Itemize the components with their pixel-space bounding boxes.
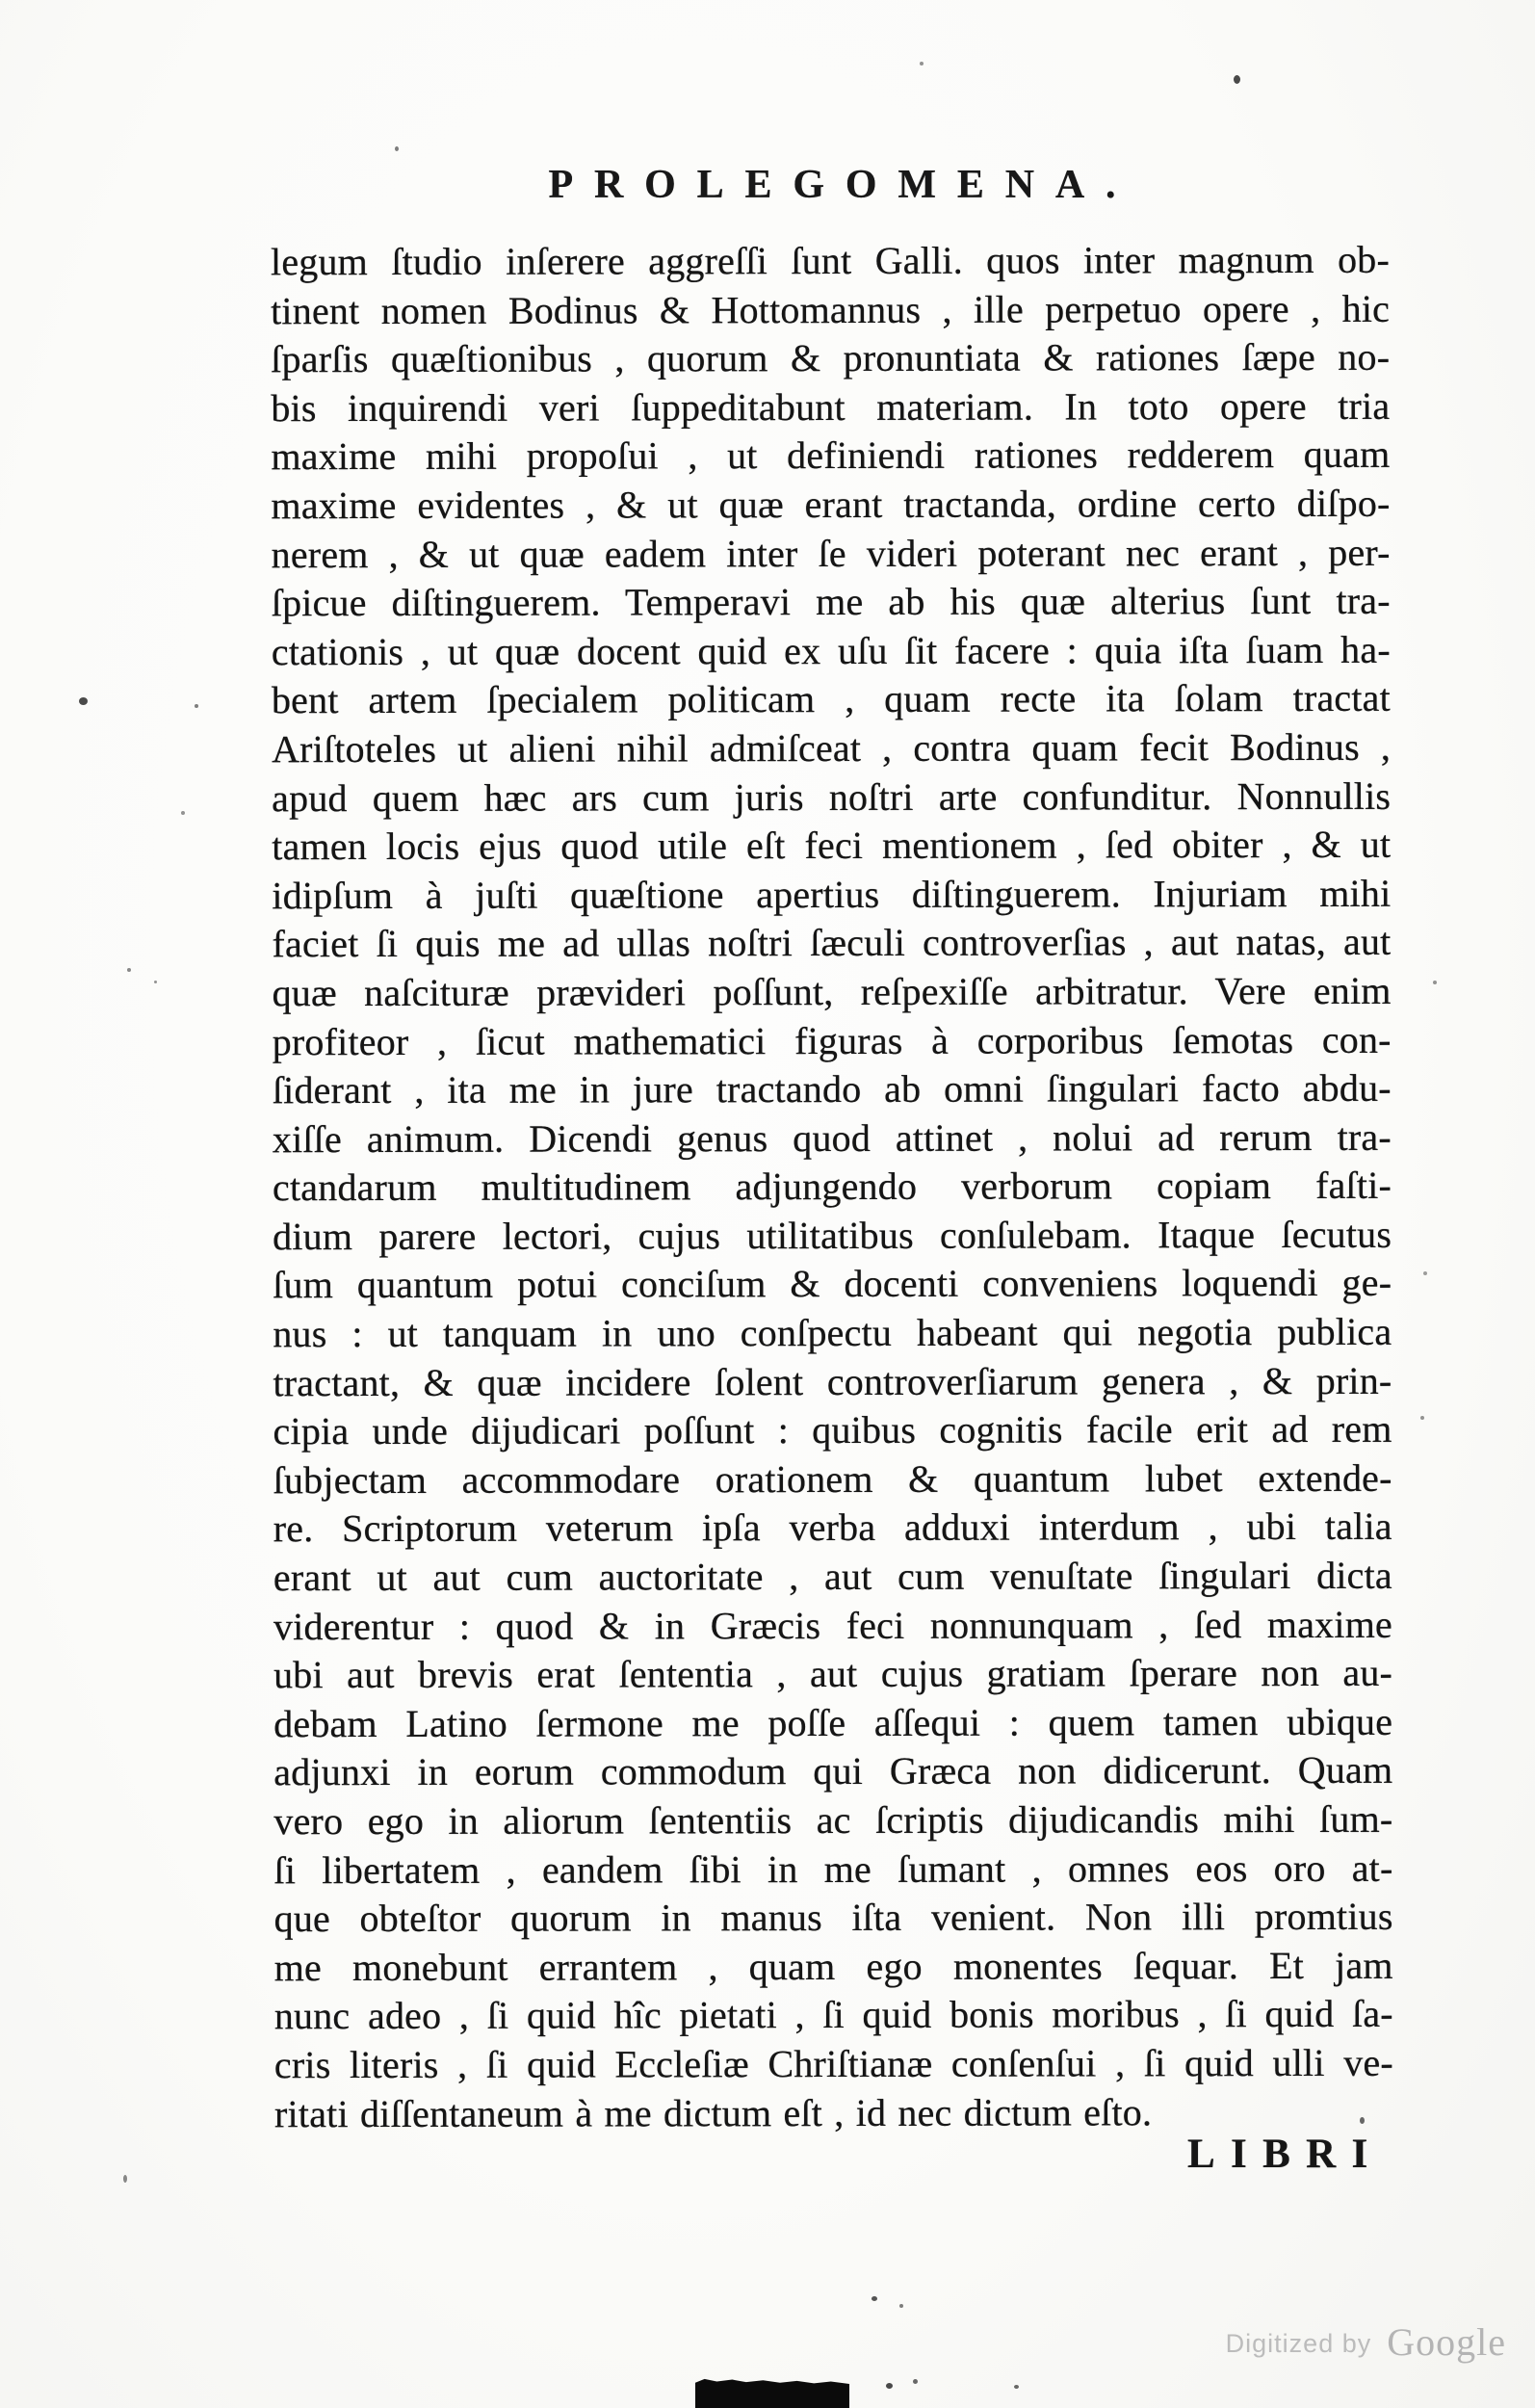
ink-speck <box>899 2304 903 2308</box>
text-line: debam Latino ſermone me poſſe aſſequi : quem tamen ubique <box>273 1699 1393 1746</box>
ink-speck <box>1420 1416 1424 1420</box>
watermark-prefix-text: Digitized by <box>1225 2329 1372 2358</box>
text-line: apud quem hæc ars cum juris noſtri arte confunditur. Nonnullis <box>272 773 1392 820</box>
body-text-block <box>271 236 1393 2139</box>
ink-speck <box>181 811 185 815</box>
text-line: legum ſtudio inſerere aggreſſi ſunt Galli. quos inter magnum ob- <box>270 237 1391 284</box>
ink-speck <box>154 981 157 983</box>
page-title: PROLEGOMENA. <box>548 163 1137 207</box>
text-line: dium parere lectori, cujus utilitatibus conſulebam. Itaque ſecutus <box>273 1212 1392 1259</box>
ink-speck <box>886 2383 893 2389</box>
text-line: nerem , & ut quæ eadem inter ſe videri poterant nec erant , per- <box>271 530 1391 576</box>
text-line: que obteſtor quorum in manus iſta venient. Non illi promtius <box>273 1894 1393 1941</box>
text-line: maxime evidentes , & ut quæ erant tractanda, ordine certo diſpo- <box>271 481 1391 528</box>
text-line: ſi libertatem , eandem ſibi in me ſumant , omnes eos oro at- <box>273 1845 1393 1892</box>
ink-speck <box>1423 1271 1427 1275</box>
text-line: nunc adeo , ſi quid hîc pietati , ſi quid bonis moribus , ſi quid ſa- <box>273 1992 1393 2038</box>
ink-speck <box>79 697 88 705</box>
ink-speck <box>920 62 924 65</box>
text-line: ſiderant , ita me in jure tractando ab omni ſingulari facto abdu- <box>272 1065 1392 1112</box>
text-line: vero ego in aliorum ſententiis ac ſcriptis dijudicandis mihi ſum- <box>273 1796 1393 1844</box>
scan-artifact-blob <box>695 2377 849 2408</box>
ink-speck <box>1234 75 1240 84</box>
text-line: tinent nomen Bodinus & Hottomannus , ille perpetuo opere , hic <box>271 286 1391 332</box>
digitized-by-google-watermark <box>1226 2319 1506 2365</box>
ink-speck <box>123 2175 127 2183</box>
text-line: ſubjectam accommodare orationem & quantum lubet extende- <box>273 1455 1392 1503</box>
text-line: adjunxi in eorum commodum qui Græca non didicerunt. Quam <box>273 1748 1393 1794</box>
text-line: ctandarum multitudinem adjungendo verborum copiam faſti- <box>272 1164 1392 1210</box>
text-line: idipſum à juſti quæſtione apertius diſtinguerem. Injuriam mihi <box>272 871 1392 917</box>
text-line: erant ut aut cum auctoritate , aut cum venuſtate ſingulari dicta <box>273 1553 1392 1600</box>
text-line: Ariſtoteles ut alieni nihil admiſceat , contra quam fecit Bodinus , <box>271 724 1392 772</box>
text-line: bis inquirendi veri ſuppeditabunt materiam. In toto opere tria <box>271 383 1391 430</box>
ink-speck <box>913 2379 918 2384</box>
text-line: viderentur : quod & in Græcis feci nonnunquam , ſed maxime <box>273 1602 1392 1648</box>
text-line: tractant, & quæ incidere ſolent controverſiarum genera , & prin- <box>273 1358 1392 1404</box>
text-line: ubi aut brevis erat ſententia , aut cujus gratiam ſperare non au- <box>273 1651 1393 1697</box>
text-line: faciet ſi quis me ad ullas noſtri ſæculi controverſias , aut natas, aut <box>272 920 1392 966</box>
text-line: nus : ut tanquam in uno conſpectu habeant qui negotia publica <box>273 1309 1392 1356</box>
ink-speck <box>1014 2385 1019 2389</box>
ink-speck <box>127 968 131 972</box>
text-line: cris literis , ſi quid Eccleſiæ Chriſtianæ conſenſui , ſi quid ulli ve- <box>273 2040 1393 2087</box>
catchword: LIBRI <box>1187 2132 1384 2177</box>
ink-speck <box>872 2296 877 2301</box>
text-line: xiſſe animum. Dicendi genus quod attinet , nolui ad rerum tra- <box>272 1114 1392 1161</box>
google-logo-text: Google <box>1387 2320 1506 2364</box>
text-line: cipia unde dijudicari poſſunt : quibus cognitis facile erit ad rem <box>273 1407 1392 1453</box>
text-line: ſum quantum potui conciſum & docenti conveniens loquendi ge- <box>273 1261 1392 1307</box>
text-line: tamen locis ejus quod utile eſt feci mentionem , ſed obiter , & ut <box>272 822 1392 869</box>
ink-speck <box>195 704 198 708</box>
text-line: ctationis , ut quæ docent quid ex uſu ſit facere : quia iſta ſuam ha- <box>271 627 1391 673</box>
ink-speck <box>1433 981 1437 984</box>
text-line: ſparſis quæſtionibus , quorum & pronuntiata & rationes ſæpe no- <box>271 334 1391 381</box>
text-line: ſpicue diſtinguerem. Temperavi me ab his quæ alterius ſunt tra- <box>271 578 1391 625</box>
text-line: ritati diſſentaneum à me dictum eſt , id nec dictum eſto. <box>273 2089 1153 2135</box>
ink-speck <box>395 146 399 151</box>
ink-speck <box>1360 2117 1365 2124</box>
text-line: me monebunt errantem , quam ego monentes ſequar. Et jam <box>273 1943 1393 1989</box>
text-line: bent artem ſpecialem politicam , quam recte ita ſolam tractat <box>271 676 1391 722</box>
text-line: quæ naſcituræ prævideri poſſunt, reſpexiſſe arbitratur. Vere enim <box>272 968 1392 1015</box>
text-line: profiteor , ſicut mathematici figuras à corporibus ſemotas con- <box>272 1017 1392 1063</box>
text-line: maxime mihi propoſui , ut definiendi rationes redderem quam <box>271 432 1391 479</box>
text-line: re. Scriptorum veterum ipſa verba adduxi interdum , ubi talia <box>273 1505 1392 1551</box>
